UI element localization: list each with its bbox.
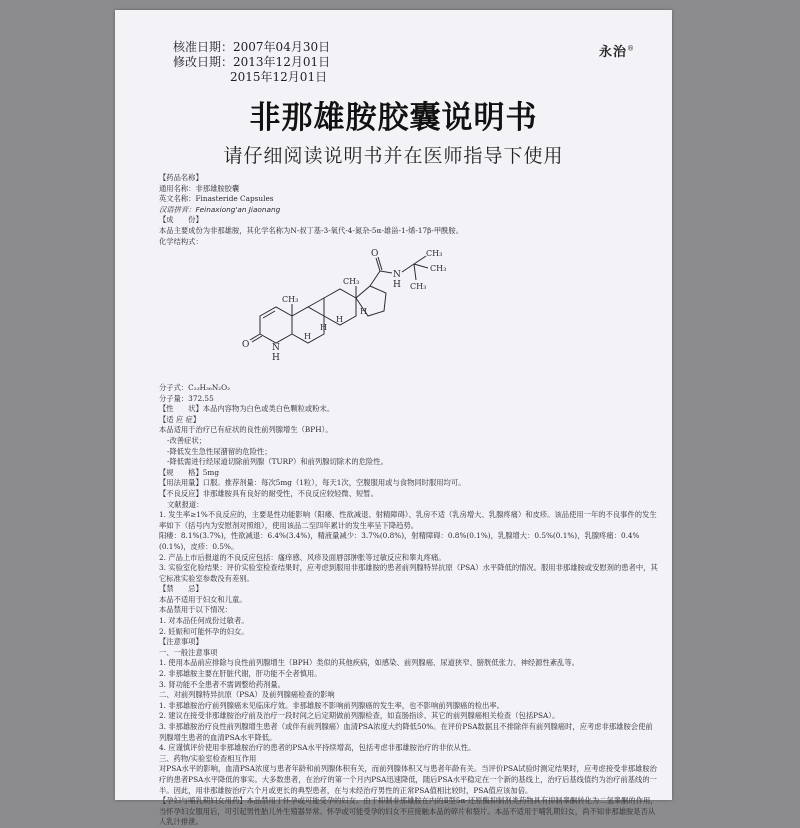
label-h-amide: H [393,280,401,290]
revision-label: 修改日期： [173,55,234,69]
label-methyl-3: CH₃ [426,249,443,258]
prec-general: 一、一般注意事项 [159,647,218,657]
adverse-literature: 文献报道： [167,499,204,509]
revision-date-2: 2015年12月01日 [230,70,328,84]
adverse-heading: 【不良反应】非那雄胺具有良好的耐受性，不良反应较轻微、短暂。 [159,488,378,498]
approval-date: 2007年04月30日 [233,40,331,54]
label-h-1: H [304,332,311,341]
label-h-3: H [336,315,343,324]
leaflet-sheet [115,10,672,827]
label-o-amide: O [371,249,379,259]
generic-name: 通用名称：非那雄胺胶囊 [159,183,240,193]
label-methyl-4: CH₃ [430,264,447,273]
document-subtitle: 请仔细阅读说明书并在医师指导下使用 [223,145,564,167]
psa-item-3: 3. 非那雄胺治疗良性前列腺增生患者（或伴有前列腺癌）血清PSA浓度大约降低50%。在评价PSA数据且不排除伴有前列腺癌时，应考虑非那雄胺会使前列腺增生患者的血清PSA水平降低。 [159,722,653,742]
contra-item-4: 2. 妊娠和可能怀孕的妇女。 [159,626,249,636]
contra-item-3: 1. 对本品任何成份过敏者。 [159,616,249,626]
bond-bc [308,298,324,307]
contraindications-heading: 【禁 忌】 [159,584,203,594]
indication-item-1: -改善症状； [167,435,206,445]
molecular-formula: 分子式：C₂₃H₃₆N₂O₂ [159,383,231,392]
adverse-item-3: 3. 实验室化验结果：评价实验室检查结果时，应考虑到服用非那雄胺的患者前列腺特异抗原（PSA）水平降低的情况。服用非那雄胺或安慰剂的患者中，其它标准实验室参数没有差别。 [159,563,658,583]
label-methyl-2: CH₃ [343,277,360,286]
carbonyl-bond [250,334,260,340]
indications-heading: 【适 应 症】 [159,414,201,424]
contra-item-1: 本品不适用于妇女和儿童。 [159,594,247,604]
character-section: 【性 状】本品内容物为白色或类白色颗粒或粉末。 [159,404,335,414]
ingredients-heading: 【成 份】 [159,215,203,225]
indications-text: 本品适用于治疗已有症状的良性前列腺增生（BPH）。 [159,425,333,435]
info-block-main [159,383,659,828]
spec-section: 【规 格】5mg [159,467,220,477]
drug-name-heading: 【药品名称】 [159,173,203,182]
prec-lab: 三、药物/实验室检查相互作用 [159,753,257,763]
prec-item-3: 3. 肾功能不全患者不需调整给药剂量。 [159,679,286,689]
label-methyl-5: CH₃ [410,282,427,291]
revision-date-1: 2013年12月01日 [233,55,331,69]
prec-psa: 二、对前列腺特异抗原（PSA）及前列腺癌检查的影响 [159,690,335,700]
document-title: 非那雄胺胶囊说明书 [249,100,538,136]
chemical-structure [240,246,460,376]
amide-bond [370,271,380,286]
label-n-lactam: N [272,343,280,353]
psa-item-2: 2. 建议在接受非那雄胺治疗前及治疗一段时间之后定期做前列腺检查，如直肠指诊、其它的前列腺癌相关检查（包括PSA）。 [159,711,560,721]
molecular-weight: 分子量：372.55 [159,393,214,403]
chem-structure-label: 化学结构式： [159,236,203,246]
ring-a [260,307,292,343]
contra-item-2: 本品禁用于以下情况： [159,605,232,615]
adverse-item-1: 1. 发生率≥1%不良反应的，主要是性功能影响（阳痿、性欲减退、射精障碍）、乳房不适（乳房增大、乳腺疼痛）和皮疹。该品使用一年的不良事件的发生率如下（括号内为安慰剂对照组），使用该品二至四年累计的发生率呈下降趋势。 [159,510,657,530]
label-n-amide: N [393,270,401,280]
label-h-4: H [360,307,367,316]
pregnancy-section: 【孕妇与哺乳期妇女用药】本品禁用于怀孕或可能受孕的妇女。由于抑制非那雄胺在内的Ⅱ型5α-还原酶抑制剂类药物具有抑制睾酮转化为二氢睾酮的作用，当怀孕妇女服用后，可引起男性胎儿外生殖器异常。怀孕或可能受孕的妇女不应接触本品的碎片和裂片。本品不适用于哺乳期妇女，尚不知非那雄胺是否从人乳汁排泄。 [159,796,658,827]
prec-item-1: 1. 使用本品前应排除与良性前列腺增生（BPH）类似的其他疾病，如感染、前列腺癌、尿道狭窄、膀胱低张力、神经源性紊乱等。 [159,658,579,668]
ingredients-text: 本品主要成份为非那雄胺，其化学名称为N-叔丁基-3-氧代-4-氮杂-5α-雄甾-1-烯-17β-甲酰胺。 [159,225,464,235]
label-o-lactam: O [242,340,250,350]
label-methyl-1: CH₃ [282,295,299,304]
lab-text: 对PSA水平的影响，血清PSA浓度与患者年龄和前列腺体积有关，而前列腺体积又与患者年龄有关。当评价PSA试验时测定结果时，应考虑接受非那雄胺治疗的患者PSA水平降低的事实。大多数患者，在治疗的第一个月内PSA迅速降低，随后PSA水平稳定在一个新的基线上，治疗后基线值约为治疗前基线的一半。因此，用非那雄胺治疗六个月或更长的典型患者，在与未经治疗男性的正常PSA值相比较时，PSA值应该加倍。 [159,764,657,795]
label-h-2: H [320,323,327,332]
adverse-rates: 阳痿：8.1%(3.7%)，性欲减退：6.4%(3.4%)，精液量减少：3.7%(0.8%)，射精障碍：0.8%(0.1%)，乳腺增大：0.5%(0.1%)，乳腺疼痛：0.4%(0.1%)，皮疹：0.5%。 [159,531,640,551]
brand-mark: ® [627,44,636,53]
indication-item-2: -降低发生急性尿潴留的危险性； [167,446,272,456]
precautions-heading: 【注意事项】 [159,637,203,647]
psa-item-4: 4. 应谨慎评价使用非那雄胺治疗的患者的PSA水平持续增高，包括考虑非那雄胺治疗的非依从性。 [159,743,476,753]
adverse-item-2: 2. 产品上市后报道的不良反应包括：瘙痒感、风疹及面唇部肿胀等过敏反应和睾丸疼痛。 [159,552,446,562]
brand-name: 永治 [599,45,628,60]
english-name: 英文名称：Finasteride Capsules [159,194,274,204]
psa-item-1: 1. 非那雄胺治疗前列腺癌未见临床疗效。非那雄胺不影响前列腺癌的发生率，也不影响前列腺癌的检出率。 [159,700,504,710]
info-block-top [159,173,659,247]
prec-item-2: 2. 非那雄胺主要在肝脏代谢，肝功能不全者慎用。 [159,669,322,679]
label-h-lactam: H [272,353,280,363]
indication-item-3: -降低需进行经尿道切除前列腺（TURP）和前列腺切除术的危险性。 [167,457,388,467]
brand-logo [599,41,635,60]
approval-label: 核准日期： [173,40,234,54]
usage-section: 【用法用量】口服。推荐剂量：每次5mg（1粒），每天1次，空腹服用或与食物同时服用均可。 [159,478,466,488]
pinyin-name: 汉语拼音：Feinaxiong'an Jiaonang [159,204,281,214]
date-block [173,40,330,85]
